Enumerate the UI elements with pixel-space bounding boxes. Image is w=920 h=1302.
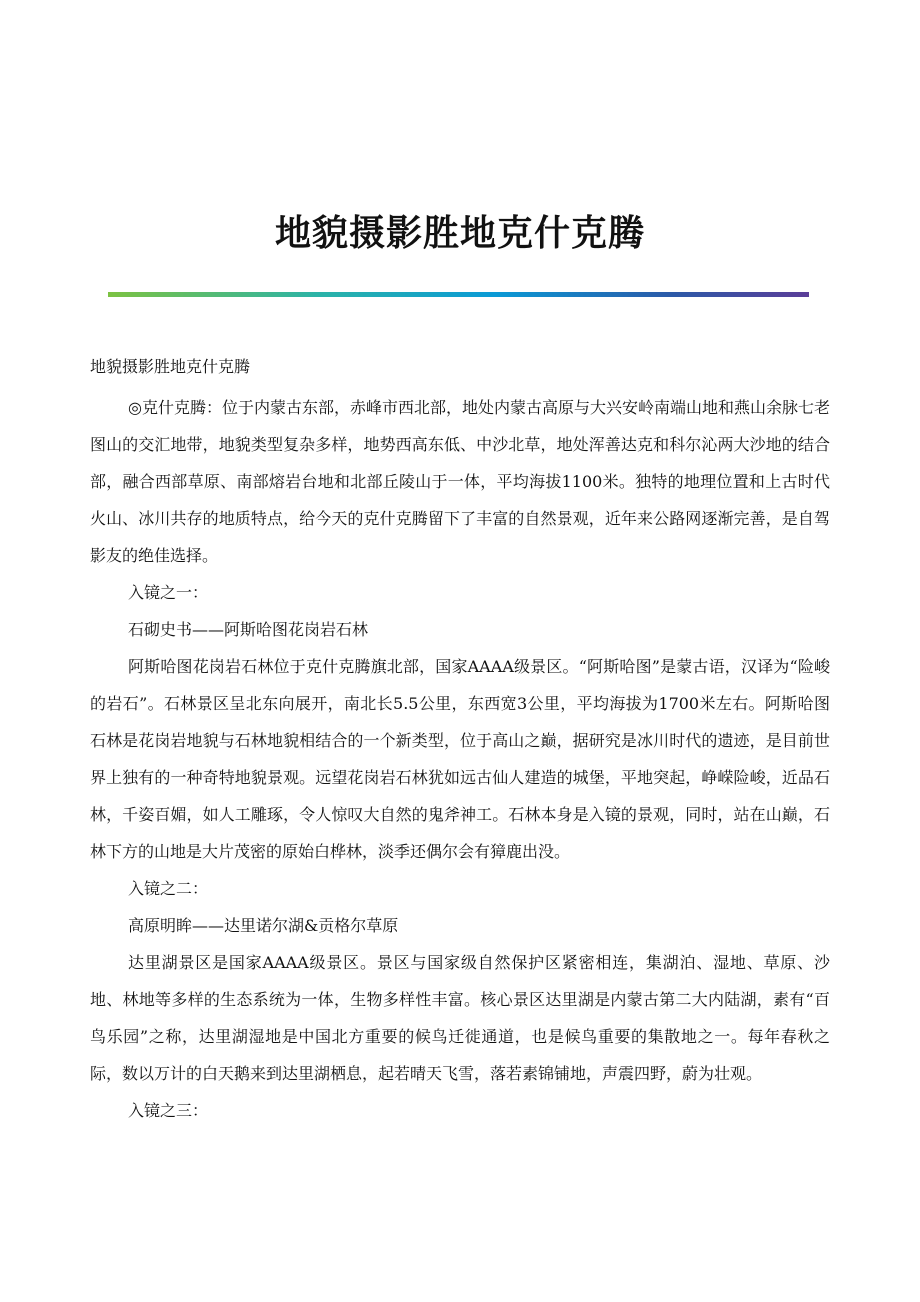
section-heading-1: 石砌史书——阿斯哈图花岗岩石林 bbox=[128, 620, 369, 639]
section-label-1: 入镜之一： bbox=[128, 583, 209, 602]
document-title: 地貌摄影胜地克什克腾 bbox=[274, 212, 645, 255]
document-subtitle: 地貌摄影胜地克什克腾 bbox=[90, 357, 251, 376]
section-label-2: 入镜之二： bbox=[128, 879, 209, 898]
section-label-3: 入镜之三： bbox=[128, 1101, 209, 1120]
section-heading-2: 高原明眸——达里诺尔湖&贡格尔草原 bbox=[128, 916, 399, 935]
title-divider bbox=[108, 292, 809, 297]
document-body bbox=[90, 348, 830, 1129]
section-paragraph-1: 阿斯哈图花岗岩石林位于克什克腾旗北部，国家AAAA级景区。“阿斯哈图”是蒙古语，汉译为“险峻的岩石”。石林景区呈北东向展开，南北长5.5公里，东西宽3公里，平均海拔为1700米左右。阿斯哈图石林是花岗岩地貌与石林地貌相结合的一个新类型，位于高山之巅，据研究是冰川时代的遗迹，是目前世界上独有的一种奇特地貌景观。远望花岗岩石林犹如远古仙人建造的城堡，平地突起，峥嵘险峻，近品石林，千姿百媚，如人工雕琢，令人惊叹大自然的鬼斧神工。石林本身是入镜的景观，同时，站在山巅，石林下方的山地是大片茂密的原始白桦林，淡季还偶尔会有獐鹿出没。 bbox=[90, 657, 830, 861]
intro-paragraph: ◎克什克腾：位于内蒙古东部，赤峰市西北部，地处内蒙古高原与大兴安岭南端山地和燕山余脉七老图山的交汇地带，地貌类型复杂多样，地势西高东低、中沙北草，地处浑善达克和科尔沁两大沙地的结合部，融合西部草原、南部熔岩台地和北部丘陵山于一体，平均海拔1100米。独特的地理位置和上古时代火山、冰川共存的地质特点，给今天的克什克腾留下了丰富的自然景观，近年来公路网逐渐完善，是自驾影友的绝佳选择。 bbox=[90, 398, 830, 565]
section-paragraph-2: 达里湖景区是国家AAAA级景区。景区与国家级自然保护区紧密相连，集湖泊、湿地、草原、沙地、林地等多样的生态系统为一体，生物多样性丰富。核心景区达里湖是内蒙古第二大内陆湖，素有“百鸟乐园”之称，达里湖湿地是中国北方重要的候鸟迁徙通道，也是候鸟重要的集散地之一。每年春秋之际，数以万计的白天鹅来到达里湖栖息，起若晴天飞雪，落若素锦铺地，声震四野，蔚为壮观。 bbox=[90, 953, 830, 1083]
